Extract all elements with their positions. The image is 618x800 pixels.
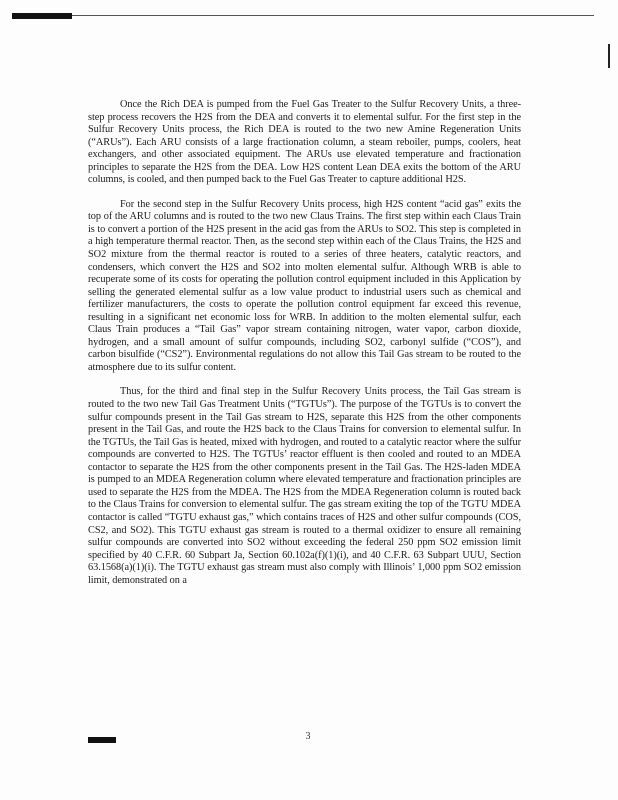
paragraph-second-step: For the second step in the Sulfur Recovery Units process, high H2S content “acid gas” exits the top of the ARU columns and is routed to the two new Claus Trains. The first step within each Claus Train is to convert a portion of the H2S present in the acid gas from the ARUs to SO2. This step is completed in a high temperature thermal reactor. Then, as the second step within each of the Claus Trains, the H2S and SO2 mixture from the thermal reactor is routed to a series of three heaters, catalytic reactors, and condensers, which convert the H2S and SO2 into molten elemental sulfur. Although WRB is able to recuperate some of its costs for operating the pollution control equipment included in this Application by selling the generated elemental sulfur as a low value product to industrial users such as chemical and fertilizer manufacturers, the costs to operate the pollution control equipment far exceed this revenue, resulting in a significant net economic loss for WRB. In addition to the molten elemental sulfur, each Claus Train produces a “Tail Gas” vapor stream containing nitrogen, water vapor, carbon dioxide, hydrogen, and a small amount of sulfur compounds, including SO2, carbonyl sulfide (“COS”), and carbon bisulfide (“CS2”). Environmental regulations do not allow this Tail Gas stream to be routed to the atmosphere due to its sulfur content. [88, 198, 521, 373]
paragraph-third-step: Thus, for the third and final step in the Sulfur Recovery Units process, the Tail Gas stream is routed to the two new Tail Gas Treatment Units (“TGTUs”). The purpose of the TGTUs is to convert the sulfur compounds present in the Tail Gas stream to H2S, separate this H2S from the other components present in the Tail Gas, and route the H2S back to the Claus Trains for conversion to elemental sulfur. In the TGTUs, the Tail Gas is heated, mixed with hydrogen, and routed to a catalytic reactor where the sulfur compounds are converted to H2S. The TGTUs’ reactor effluent is then cooled and routed to an MDEA contactor to separate the H2S from the other components present in the Tail Gas. The H2S-laden MDEA is pumped to an MDEA Regeneration column where elevated temperature and fractionation principles are used to separate the H2S from the MDEA. The H2S from the MDEA Regeneration column is routed back to the Claus Trains for conversion to elemental sulfur. The gas stream exiting the top of the TGTU MDEA contactor is called “TGTU exhaust gas,” which contains traces of H2S and other sulfur compounds (COS, CS2, and SO2). This TGTU exhaust gas stream is routed to a thermal oxidizer to ensure all remaining sulfur compounds are converted into SO2 without exceeding the federal 250 ppm SO2 emission limit specified by 40 C.F.R. 60 Subpart Ja, Section 60.102a(f)(1)(i), and 40 C.F.R. 63 Subpart UUU, Section 63.1568(a)(1)(i). The TGTU exhaust gas stream must also comply with Illinois’ 1,000 ppm SO2 emission limit, demonstrated on a [88, 386, 521, 586]
scan-mark-bottom-left [88, 737, 116, 743]
scan-mark-right [608, 44, 610, 68]
paragraph-first-step: Once the Rich DEA is pumped from the Fuel Gas Treater to the Sulfur Recovery Units, a three-step process recovers the H2S from the DEA and converts it to elemental sulfur. For the first step in the Sulfur Recovery Units process, the Rich DEA is routed to the two new Amine Regeneration Units (“ARUs”). Each ARU consists of a large fractionation column, a steam reboiler, pumps, coolers, heat exchangers, and other associated equipment. The ARUs use elevated temperature and fractionation principles to separate the H2S from the DEA. Low H2S content Lean DEA exits the bottom of the ARU columns, is cooled, and then pumped back to the Fuel Gas Treater to capture additional H2S. [88, 99, 521, 186]
body-text [88, 99, 521, 599]
scan-line-top [72, 15, 594, 16]
scan-mark-top-left [12, 13, 72, 19]
page-number: 3 [305, 731, 311, 742]
